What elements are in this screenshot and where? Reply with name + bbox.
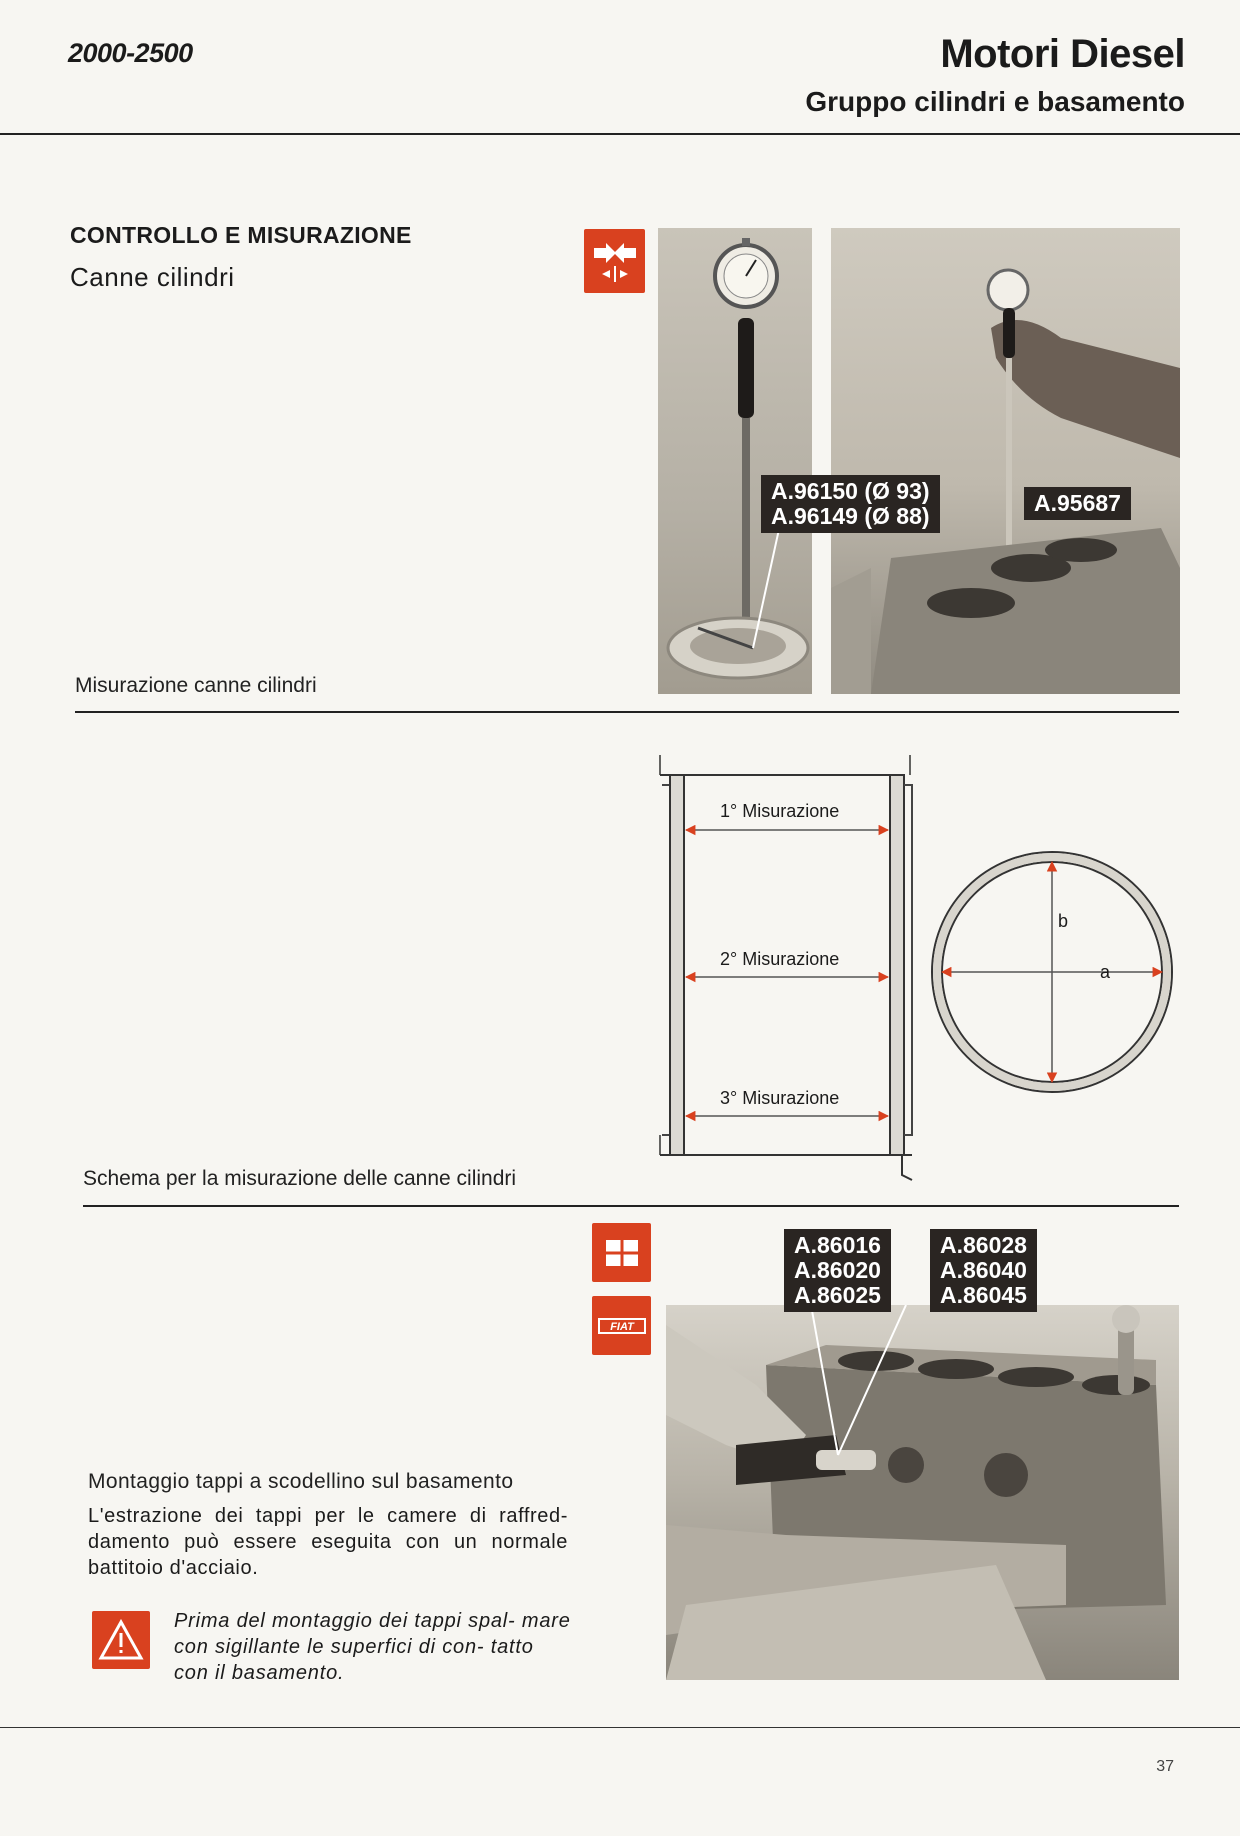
tool-code: A.86016 <box>794 1232 881 1258</box>
assembly-icon <box>592 1223 651 1282</box>
page-number: 37 <box>1156 1758 1174 1775</box>
tool-code: A.95687 <box>1034 490 1121 516</box>
tool-code: A.86020 <box>794 1257 881 1283</box>
tool-label-right <box>930 1229 1037 1312</box>
fiat-logo-text: FIAT <box>609 1320 634 1333</box>
page-title: Motori Diesel <box>940 32 1185 76</box>
section-divider <box>75 711 1179 713</box>
measure-label-3: 3° Misurazione <box>720 1088 840 1108</box>
plug-installation-photo <box>666 1305 1179 1680</box>
tool-code: A.86025 <box>794 1282 881 1308</box>
page-subtitle: Gruppo cilindri e basamento <box>805 86 1185 117</box>
figure-caption: Schema per la misurazione delle canne cilindri <box>83 1167 517 1190</box>
section-divider <box>83 1205 1179 1207</box>
measure-label-2: 2° Misurazione <box>720 949 840 969</box>
measurement-schema-diagram <box>650 755 1185 1190</box>
section-title: CONTROLLO E MISURAZIONE <box>70 222 412 248</box>
measure-label-1: 1° Misurazione <box>720 801 840 821</box>
tool-code: A.96150 (Ø 93) <box>771 478 930 504</box>
cylinder-block-measure-photo <box>831 228 1180 694</box>
header-divider <box>0 133 1240 135</box>
bore-gauge-photo <box>658 228 812 694</box>
section-subtitle: Canne cilindri <box>70 262 235 292</box>
tool-code: A.96149 (Ø 88) <box>771 503 930 529</box>
model-range: 2000-2500 <box>68 38 193 68</box>
procedure-title: Montaggio tappi a scodellino sul basamento <box>88 1470 514 1493</box>
axis-b-label: b <box>1058 911 1069 931</box>
figure-caption: Misurazione canne cilindri <box>75 674 317 697</box>
axis-a-label: a <box>1100 962 1111 982</box>
tool-code: A.86045 <box>940 1282 1027 1308</box>
procedure-text: L'estrazione dei tappi per le camere di raffred- damento può essere eseguita con un normale battitoio d'acciaio. <box>88 1505 568 1579</box>
warning-text: Prima del montaggio dei tappi spal- mare con sigillante le superfici di con- tatto con il basamento. <box>174 1610 571 1684</box>
warning-icon <box>92 1611 150 1669</box>
fiat-logo-icon <box>592 1296 651 1355</box>
tool-label-left <box>784 1229 891 1312</box>
measure-arrows-icon <box>584 229 645 293</box>
tool-label-gauge <box>1024 487 1131 520</box>
tool-code: A.86040 <box>940 1257 1027 1283</box>
tool-label-bore-gauge <box>761 475 940 533</box>
tool-code: A.86028 <box>940 1232 1027 1258</box>
footer-divider <box>0 1727 1240 1728</box>
